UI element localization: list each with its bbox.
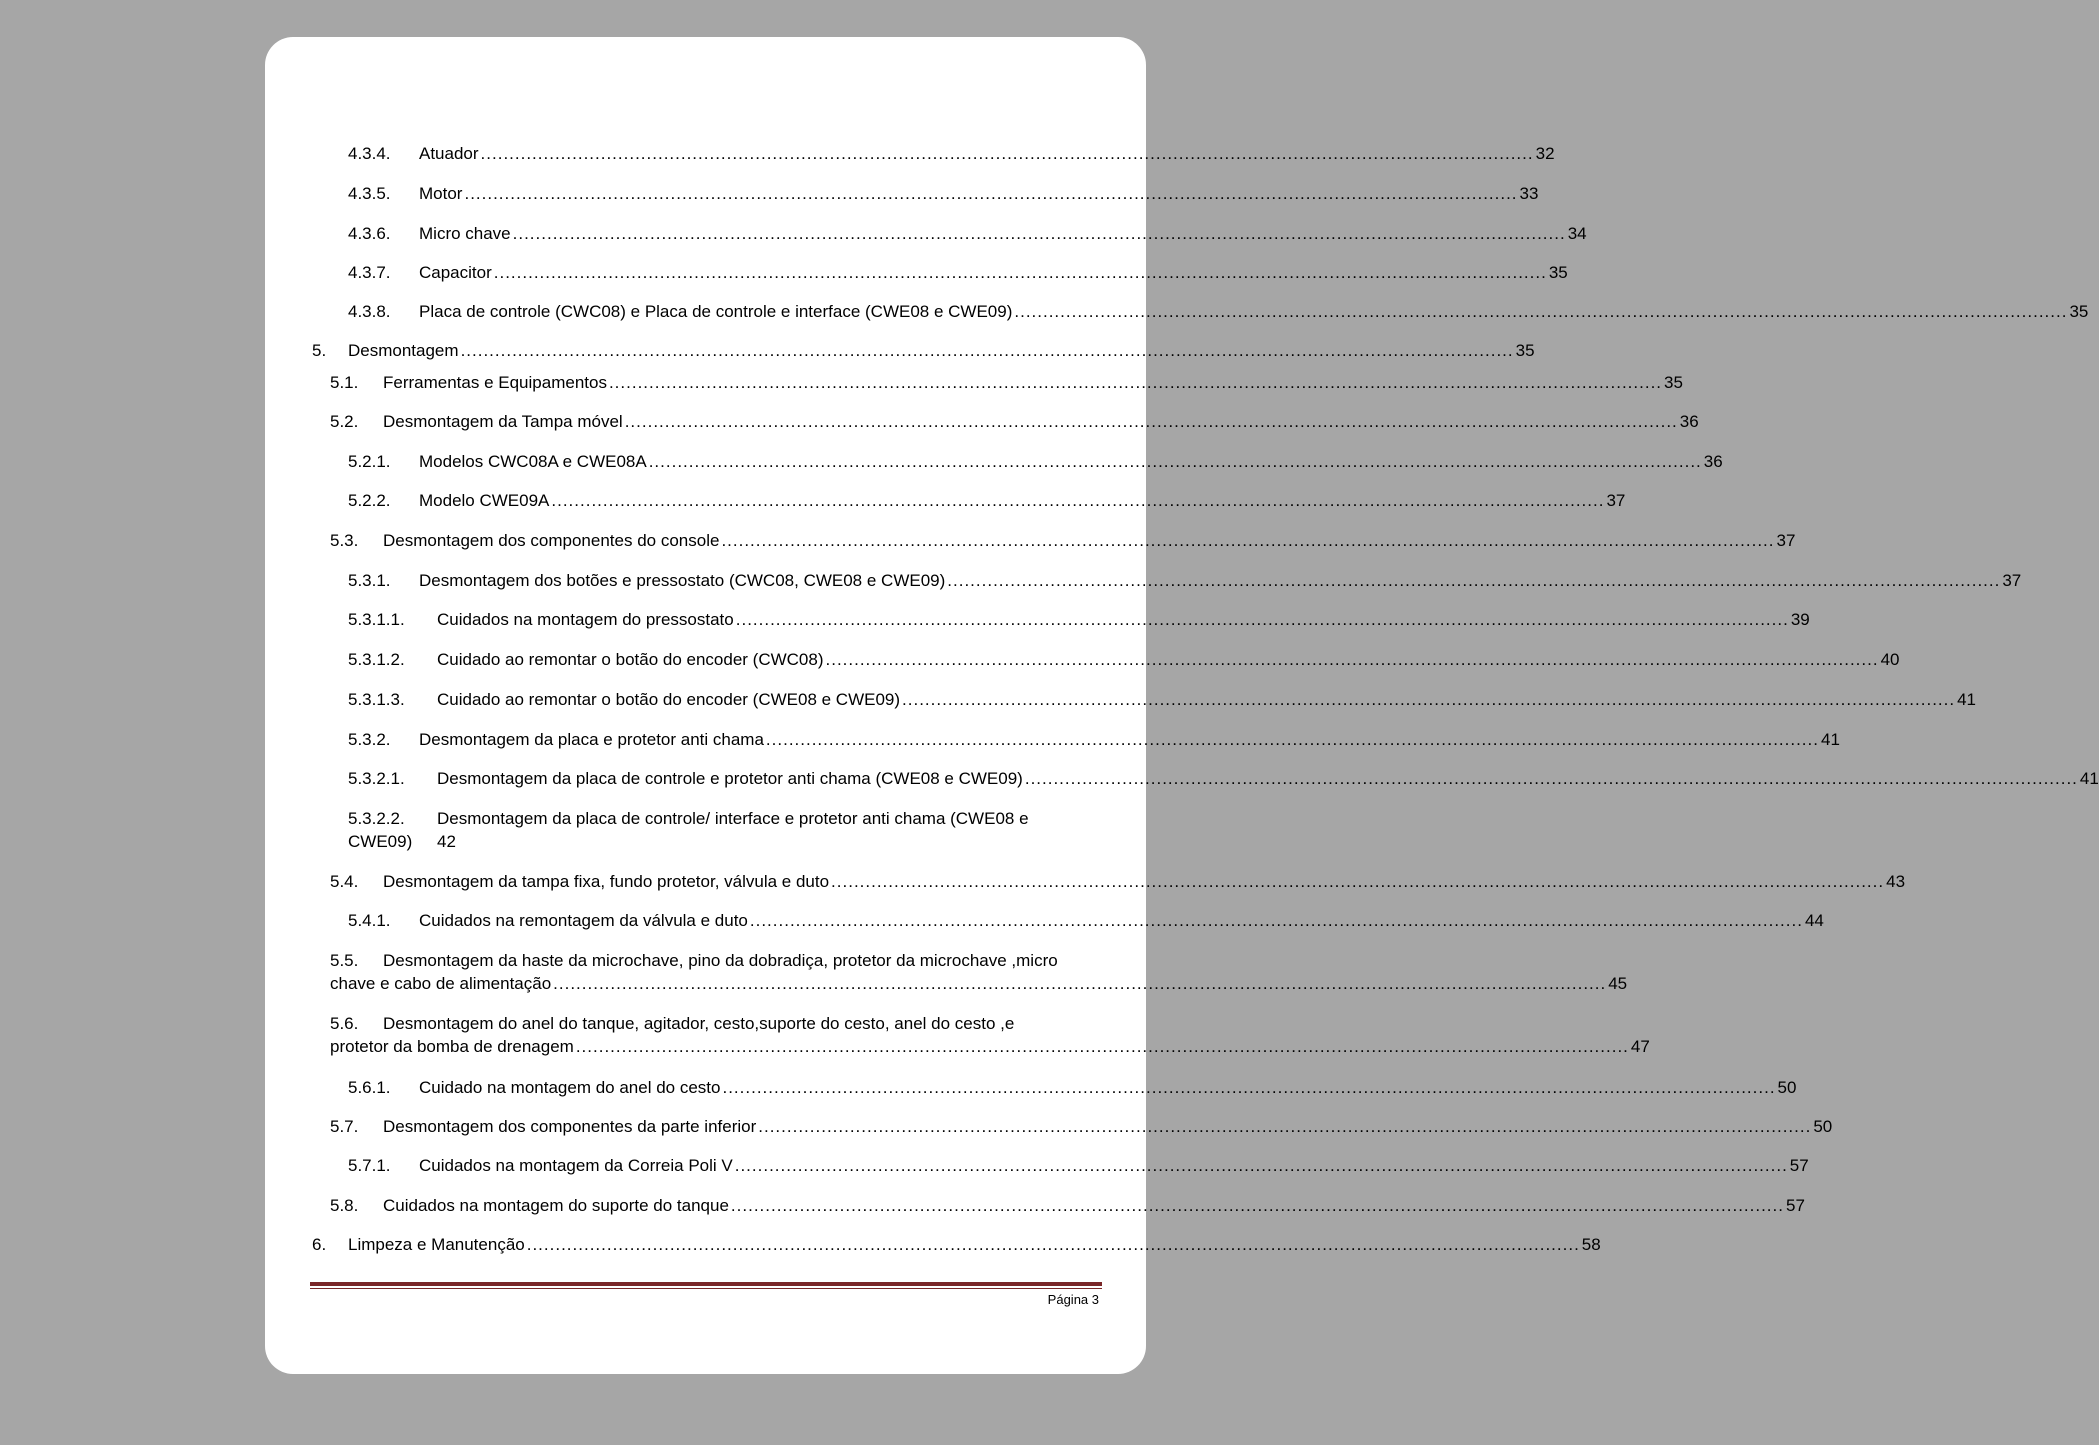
toc-entry[interactable]	[312, 571, 2022, 591]
toc-entry-page: 41	[1957, 690, 1977, 709]
toc-entry-number: 5.3.2.	[348, 730, 391, 749]
dot-leader: ........................................................................................................................................................................................	[526, 1235, 1580, 1254]
toc-entry[interactable]	[312, 263, 1568, 283]
toc-entry-title: Atuador	[419, 144, 479, 163]
toc-entry-page: 33	[1519, 184, 1539, 203]
toc-entry[interactable]	[312, 491, 1626, 511]
dot-leader: ........................................................................................................................................................................................	[575, 1037, 1629, 1056]
toc-entry-title: Desmontagem dos botões e pressostato (CWC08, CWE08 e CWE09)	[419, 571, 946, 590]
toc-entry-number: 4.3.4.	[348, 144, 391, 163]
toc-entry-page: 36	[1679, 412, 1699, 431]
toc-entry-number: 5.3.1.2.	[348, 650, 405, 669]
toc-entry-page: 57	[1785, 1196, 1805, 1215]
toc-entry-number: 5.4.	[330, 872, 359, 891]
toc-entry-title: Desmontagem dos componentes do console	[383, 531, 720, 550]
toc-entry-page: 41	[1820, 730, 1840, 749]
toc-entry[interactable]	[312, 1235, 1601, 1255]
toc-entry-title: Motor	[419, 184, 463, 203]
toc-entry-title: Desmontagem	[348, 341, 459, 360]
toc-entry[interactable]	[312, 1117, 1833, 1137]
dot-leader: ........................................................................................................................................................................................	[758, 1117, 1812, 1136]
toc-entry[interactable]	[312, 302, 2089, 322]
toc-entry[interactable]	[312, 809, 1100, 852]
toc-entry-title: Cuidado ao remontar o botão do encoder (CWE08 e CWE09)	[437, 690, 901, 709]
dot-leader: ........................................................................................................................................................................................	[1024, 769, 2078, 788]
toc-entry[interactable]	[312, 1196, 1805, 1216]
toc-entry-number: 5.7.	[330, 1117, 359, 1136]
toc-entry-title: Desmontagem da placa e protetor anti chama	[419, 730, 764, 749]
toc-entry-number: 5.3.1.	[348, 571, 391, 590]
toc-entry-title: Ferramentas e Equipamentos	[383, 373, 607, 392]
dot-leader: ........................................................................................................................................................................................	[765, 730, 1819, 749]
toc-entry-page: 35	[1548, 263, 1568, 282]
toc-entry-title: Modelo CWE09A	[419, 491, 550, 510]
dot-leader: ........................................................................................................................................................................................	[512, 224, 1566, 243]
toc-entry-title: Desmontagem da placa de controle e protetor anti chama (CWE08 e CWE09)	[437, 769, 1023, 788]
toc-entry[interactable]	[312, 531, 1796, 551]
toc-entry-title-continuation: protetor da bomba de drenagem	[330, 1037, 574, 1056]
toc-entry[interactable]	[312, 1078, 1797, 1098]
toc-entry-page: 42	[437, 832, 456, 851]
toc-entry-title: Cuidados na montagem da Correia Poli V	[419, 1156, 733, 1175]
toc-entry-title: Placa de controle (CWC08) e Placa de controle e interface (CWE08 e CWE09)	[419, 302, 1013, 321]
toc-entry-title: Desmontagem da Tampa móvel	[383, 412, 623, 431]
toc-entry[interactable]	[312, 650, 1900, 670]
toc-entry-number: 5.2.2.	[348, 491, 391, 510]
dot-leader: ........................................................................................................................................................................................	[551, 491, 1605, 510]
toc-entry-page: 40	[1880, 650, 1900, 669]
toc-entry-title: Cuidado ao remontar o botão do encoder (CWC08)	[437, 650, 824, 669]
toc-entry[interactable]	[312, 341, 1535, 361]
toc-entry-number: 5.3.2.1.	[348, 769, 405, 788]
dot-leader: ........................................................................................................................................................................................	[825, 650, 1879, 669]
toc-entry-title: Cuidados na montagem do suporte do tanque	[383, 1196, 729, 1215]
toc-entry-title: Cuidado na montagem do anel do cesto	[419, 1078, 721, 1097]
dot-leader: ........................................................................................................................................................................................	[624, 412, 1678, 431]
toc-entry[interactable]	[312, 1014, 1650, 1057]
toc-entry-number: 5.3.1.3.	[348, 690, 405, 709]
toc-entry-title-continuation: CWE09)	[348, 832, 413, 851]
toc-entry-page: 50	[1813, 1117, 1833, 1136]
toc-entry-title: Limpeza e Manutenção	[348, 1235, 525, 1254]
toc-entry-page: 34	[1567, 224, 1587, 243]
toc-entry-page: 37	[1776, 531, 1796, 550]
toc-entry[interactable]	[312, 911, 1824, 931]
toc-entry-number: 4.3.5.	[348, 184, 391, 203]
dot-leader: ........................................................................................................................................................................................	[493, 263, 1547, 282]
dot-leader: ........................................................................................................................................................................................	[480, 144, 1534, 163]
dot-leader: ........................................................................................................................................................................................	[608, 373, 1663, 392]
toc-entry-page: 32	[1535, 144, 1555, 163]
toc-entry-page: 47	[1630, 1037, 1650, 1056]
dot-leader: ........................................................................................................................................................................................	[722, 1078, 1776, 1097]
toc-entry-number: 5.4.1.	[348, 911, 391, 930]
toc-entry-title: Micro chave	[419, 224, 511, 243]
toc-entry[interactable]	[312, 872, 1906, 892]
dot-leader: ........................................................................................................................................................................................	[735, 610, 1789, 629]
toc-entry-page: 44	[1804, 911, 1824, 930]
toc-entry-number: 5.2.1.	[348, 452, 391, 471]
toc-entry-title: Cuidados na montagem do pressostato	[437, 610, 734, 629]
toc-entry-number: 6.	[312, 1235, 327, 1254]
toc-entry-title: Desmontagem do anel do tanque, agitador, cesto,suporte do cesto, anel do cesto ,e	[383, 1014, 1015, 1033]
dot-leader: ........................................................................................................................................................................................	[553, 974, 1607, 993]
toc-entry-number: 5.2.	[330, 412, 359, 431]
toc-entry-page: 35	[1515, 341, 1535, 360]
toc-entry-title-continuation: chave e cabo de alimentação	[330, 974, 552, 993]
toc-entry-number: 5.3.1.1.	[348, 610, 405, 629]
toc-entry-number: 4.3.8.	[348, 302, 391, 321]
toc-entry[interactable]	[312, 144, 1555, 164]
toc-entry[interactable]	[312, 951, 1628, 994]
toc-entry-page: 35	[1664, 373, 1683, 392]
footer-rule	[310, 1282, 1102, 1286]
dot-leader: ........................................................................................................................................................................................	[947, 571, 2001, 590]
dot-leader: ........................................................................................................................................................................................	[831, 872, 1885, 891]
toc-entry-page: 58	[1581, 1235, 1601, 1254]
toc-entry[interactable]	[312, 184, 1539, 204]
dot-leader: ........................................................................................................................................................................................	[648, 452, 1702, 471]
dot-leader: ........................................................................................................................................................................................	[721, 531, 1775, 550]
dot-leader: ........................................................................................................................................................................................	[730, 1196, 1784, 1215]
toc-entry-page: 43	[1886, 872, 1906, 891]
toc-entry-page: 50	[1777, 1078, 1797, 1097]
dot-leader: ........................................................................................................................................................................................	[734, 1156, 1788, 1175]
toc-entry[interactable]	[312, 373, 1683, 393]
toc-entry-title: Desmontagem da haste da microchave, pino da dobradiça, protetor da microchave ,micro	[383, 951, 1058, 970]
toc-entry-number: 4.3.7.	[348, 263, 391, 282]
toc-entry[interactable]	[312, 610, 1810, 630]
toc-entry-page: 35	[2069, 302, 2089, 321]
toc-entry-title: Desmontagem da placa de controle/ interface e protetor anti chama (CWE08 e	[437, 809, 1029, 828]
toc-entry-title: Desmontagem da tampa fixa, fundo protetor, válvula e duto	[383, 872, 830, 891]
table-of-contents	[312, 0, 2099, 1300]
toc-entry-number: 5.	[312, 341, 327, 360]
toc-entry-title: Cuidados na remontagem da válvula e duto	[419, 911, 748, 930]
toc-entry-title: Capacitor	[419, 263, 492, 282]
toc-entry-page: 41	[2079, 769, 2099, 788]
toc-entry[interactable]	[312, 452, 1723, 472]
toc-entry-page: 57	[1789, 1156, 1809, 1175]
toc-entry-number: 4.3.6.	[348, 224, 391, 243]
toc-entry-number: 5.7.1.	[348, 1156, 391, 1175]
dot-leader: ........................................................................................................................................................................................	[1014, 302, 2068, 321]
toc-entry-number: 5.5.	[330, 951, 359, 970]
toc-entry[interactable]	[312, 412, 1699, 432]
dot-leader: ........................................................................................................................................................................................	[464, 184, 1518, 203]
toc-entry-title: Modelos CWC08A e CWE08A	[419, 452, 647, 471]
toc-entry-number: 5.6.	[330, 1014, 359, 1033]
toc-entry-number: 5.6.1.	[348, 1078, 391, 1097]
toc-entry-number: 5.3.2.2.	[348, 809, 405, 828]
dot-leader: ........................................................................................................................................................................................	[460, 341, 1514, 360]
toc-entry[interactable]	[312, 224, 1587, 244]
toc-entry[interactable]	[312, 1156, 1809, 1176]
dot-leader: ........................................................................................................................................................................................	[749, 911, 1803, 930]
toc-entry-page: 37	[2002, 571, 2022, 590]
page-number-label: Página 3	[1047, 1292, 1099, 1307]
toc-entry[interactable]	[312, 690, 1977, 710]
toc-entry-page: 37	[1606, 491, 1626, 510]
toc-entry-page: 39	[1790, 610, 1810, 629]
dot-leader: ........................................................................................................................................................................................	[902, 690, 1956, 709]
toc-entry-number: 5.8.	[330, 1196, 359, 1215]
toc-entry[interactable]	[312, 769, 2099, 789]
toc-entry-title: Desmontagem dos componentes da parte inferior	[383, 1117, 757, 1136]
toc-entry-number: 5.1.	[330, 373, 359, 392]
toc-entry-page: 45	[1608, 974, 1628, 993]
footer-rule-thin	[310, 1288, 1102, 1289]
toc-entry-number: 5.3.	[330, 531, 359, 550]
toc-entry-page: 36	[1703, 452, 1723, 471]
toc-entry[interactable]	[312, 730, 1840, 750]
